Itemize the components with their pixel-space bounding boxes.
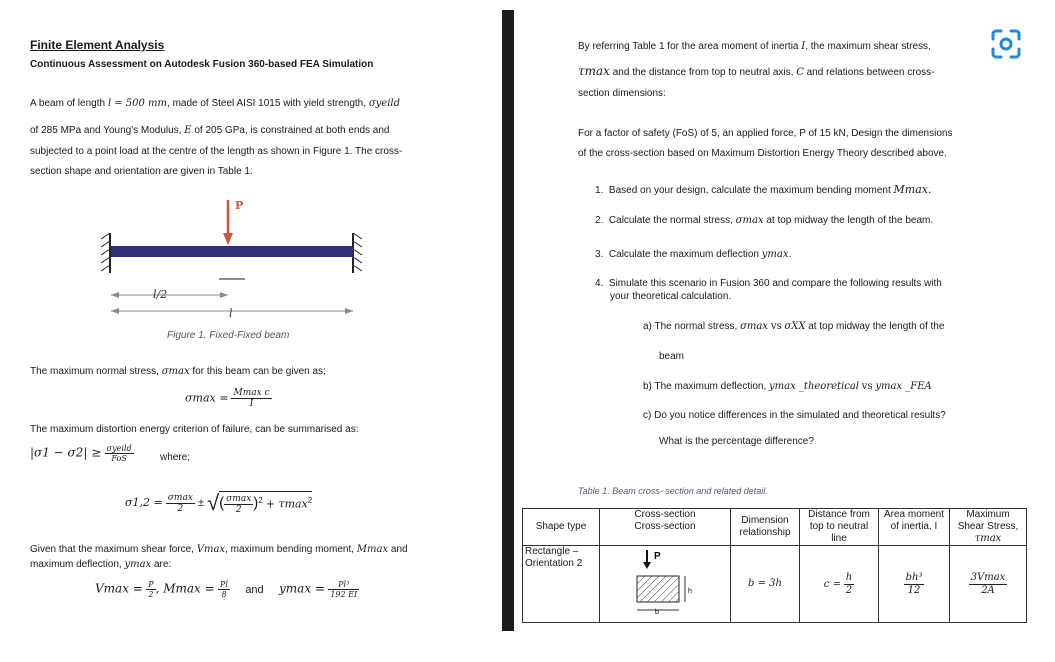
figure-caption: Figure 1. Fixed-Fixed beam: [167, 330, 290, 341]
intro-line4: section shape and orientation are given in Table 1.: [30, 166, 253, 177]
question-4c: c) Do you notice differences in the simulated and theoretical results?: [643, 410, 946, 421]
width-label: b: [655, 609, 659, 616]
lens-scan-icon[interactable]: [990, 28, 1022, 60]
th-shear: Maximum Shear Stress, τmax: [950, 509, 1027, 546]
question-4c-line2: What is the percentage difference?: [659, 436, 814, 447]
eq-given: Vmax = $\frac{P}{2}$ , Mmax = $\frac{Pl}{8}$ and ymax = $\frac{\text{Pl³}}{192 EI}$: [95, 580, 358, 599]
cell-shear: $\frac{3Vmax}{2A}$: [950, 546, 1027, 623]
given-line2: maximum deflection, ymax are:: [30, 559, 172, 570]
th-moment: Area moment of inertia, I: [879, 509, 950, 546]
cell-cross-section: [600, 546, 731, 623]
half-length-label: l/2: [153, 288, 168, 301]
cross-section-table: [522, 508, 1027, 623]
ref-line2: τmax and the distance from top to neutral axis, C and relations between cross-: [578, 64, 935, 78]
doc-subtitle: Continuous Assessment on Autodesk Fusion 360-based FEA Simulation: [30, 59, 374, 70]
cell-moment: $\frac{\text{bh³}}{12}$: [879, 546, 950, 623]
cell-dimension: b = 3h: [731, 546, 800, 623]
design-line1: For a factor of safety (FoS) of 5, an applied force, P of 15 kN, Design the dimensions: [578, 128, 953, 139]
question-4a-line2: beam: [659, 351, 685, 362]
height-label: h: [688, 588, 692, 595]
design-line2: of the cross-section based on Maximum Distortion Energy Theory described above.: [578, 148, 947, 159]
load-label: P: [235, 199, 244, 212]
load-arrow-icon: [223, 233, 233, 245]
question-1: 1. Based on your design, calculate the maximum bending moment Mmax.: [595, 183, 932, 196]
cell-shape: Rectangle – Orientation 2: [523, 546, 600, 623]
question-4a: a) The normal stress, σmax vs σXX at top midway the length of the: [643, 321, 945, 332]
question-4-line2: your theoretical calculation.: [610, 291, 732, 302]
beam-bar: [111, 246, 353, 257]
table-caption: Table 1. Beam cross- section and related detail.: [578, 486, 768, 496]
ref-line1: By referring Table 1 for the area moment of inertia I, the maximum shear stress,: [578, 41, 931, 52]
load-label: P: [654, 551, 661, 562]
given-line1: Given that the maximum shear force, Vmax, maximum bending moment, Mmax and: [30, 544, 408, 555]
eq-principal-stress: σ1,2 = $\frac{\sigma\max}{2}$ ± √( $\frac{\sigma\max}{2}$ )$^2$ + τmax$^2$: [125, 490, 313, 515]
doc-title: Finite Element Analysis: [30, 38, 165, 52]
cell-distance: c = $\frac{h}{2}$: [800, 546, 879, 623]
section-rect: [637, 576, 679, 602]
rectangle-section-diagram: [625, 546, 705, 618]
eq-distortion: |σ1 − σ2| ≥ $\frac{\text{σyeild}}{\text{FoS}}$: [30, 444, 132, 463]
intro-line3: subjected to a point load at the centre of the length as shown in Figure 1. The cross-: [30, 146, 403, 157]
intro-line1: A beam of length l = 500 mm, made of Steel AISI 1015 with yield strength, σyeild: [30, 98, 401, 109]
max-normal-text: The maximum normal stress, σmax for this beam can be given as;: [30, 366, 326, 377]
question-3: 3. Calculate the maximum deflection ymax.: [595, 249, 792, 260]
th-shape: Shape type: [523, 509, 600, 546]
question-4b: b) The maximum deflection, ymax _theoretical vs ymax _FEA: [643, 381, 932, 392]
th-dimension: Dimension relationship: [731, 509, 800, 546]
distortion-text: The maximum distortion energy criterion of failure, can be summarised as:: [30, 424, 359, 435]
th-distance: Distance from top to neutral line: [800, 509, 879, 546]
th-cross-section: Cross-section Cross-section: [600, 509, 731, 546]
page-divider: [502, 10, 514, 631]
ref-line3: section dimensions:: [578, 88, 666, 99]
intro-line2: of 285 MPa and Young's Modulus, E of 205 GPa, is constrained at both ends and: [30, 125, 390, 136]
question-2: 2. Calculate the normal stress, σmax at top midway the length of the beam.: [595, 215, 934, 226]
length-label: l: [229, 307, 233, 320]
beam-figure: [95, 195, 375, 330]
question-4: 4. Simulate this scenario in Fusion 360 and compare the following results with: [595, 278, 942, 289]
eq-normal-stress: σmax = $\frac{\text{Mmax c}}{I}$: [185, 388, 270, 409]
where-label: where;: [160, 452, 191, 463]
load-arrow-icon: [643, 562, 651, 569]
